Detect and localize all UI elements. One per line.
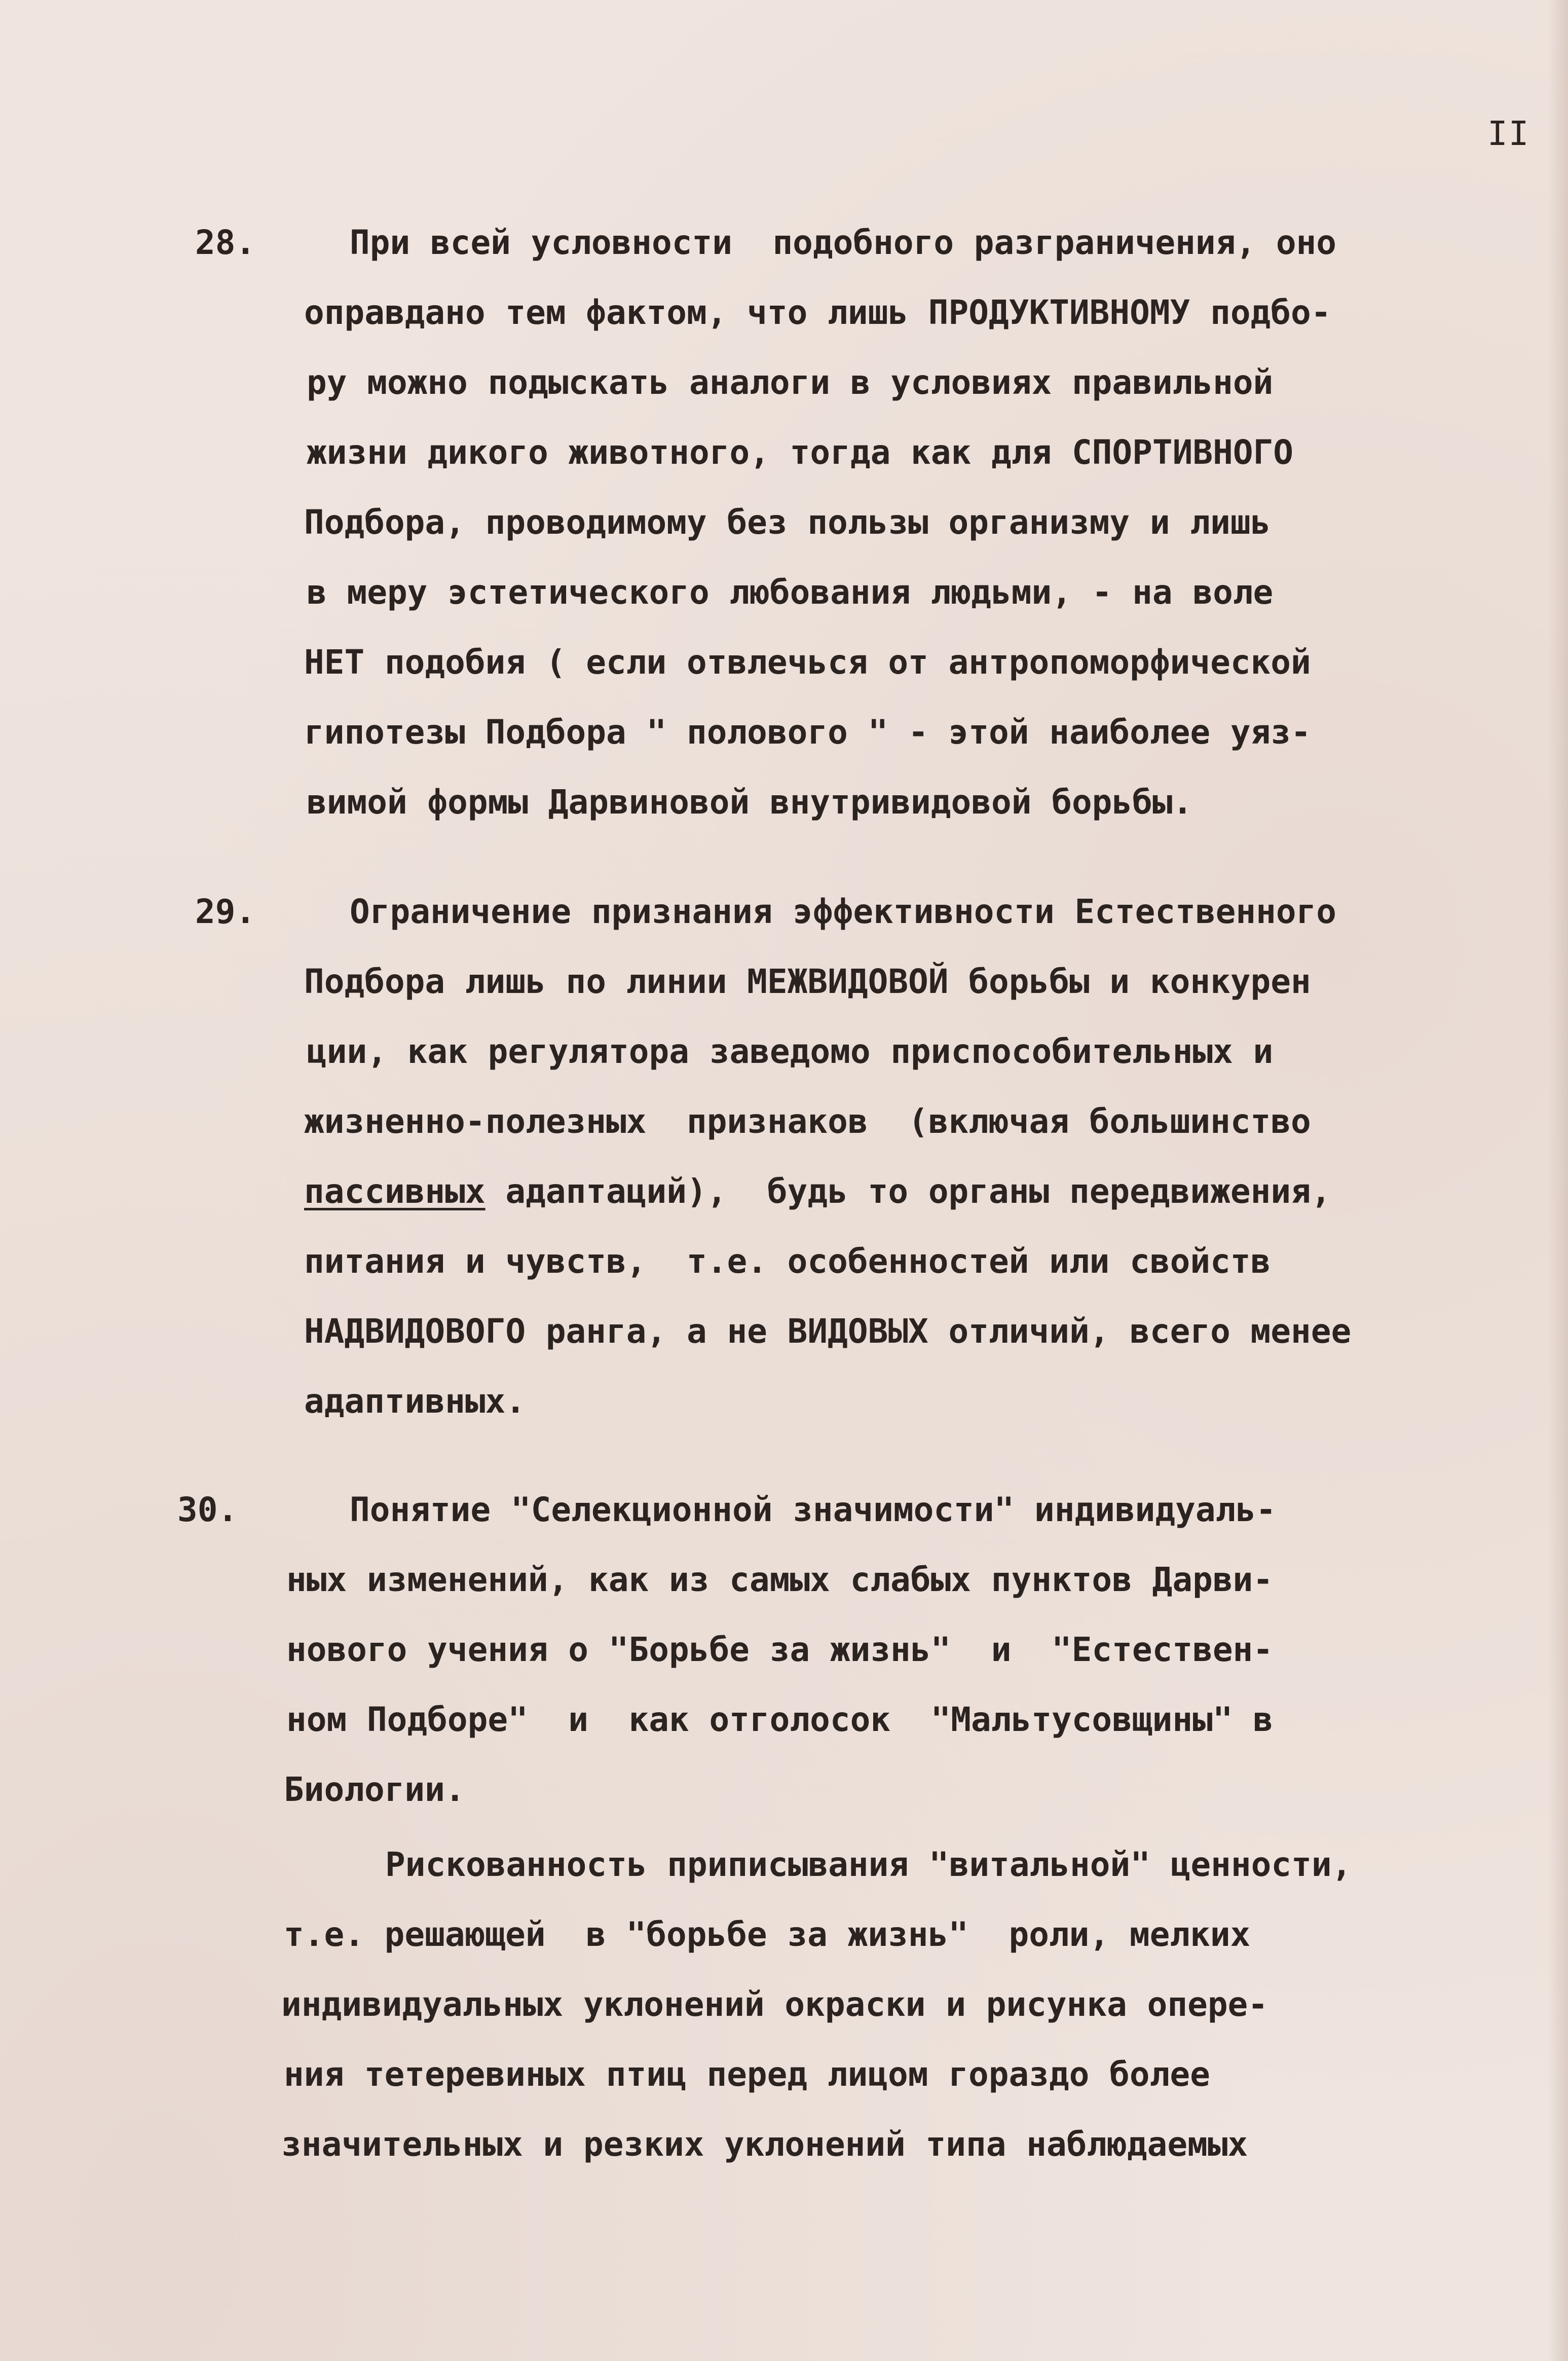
item-30-line-5: Биологии. xyxy=(284,1770,465,1809)
item-30-para2-line-5: значительных и резких уклонений типа наблюдаемых xyxy=(281,2125,1248,2164)
item-29-line-5 xyxy=(304,1172,1331,1211)
item-28-line-3: ру можно подыскать аналоги в условиях правильной xyxy=(307,363,1274,402)
item-29-line-6: питания и чувств, т.е. особенностей или свойств xyxy=(304,1242,1271,1281)
item-30-line-4: ном Подборе" и как отголосок "Мальтусовщины" в xyxy=(286,1700,1274,1739)
item-29-line-4: жизненно-полезных признаков (включая большинство xyxy=(304,1102,1311,1141)
item-30-para2-line-1: Рискованность приписывания "витальной" ценности, xyxy=(385,1845,1352,1884)
item-28-line-9: вимой формы Дарвиновой внутривидовой борьбы. xyxy=(307,783,1193,822)
item-29-line-3: ции, как регулятора заведомо приспособительных и xyxy=(307,1032,1274,1071)
item-30-line-3: нового учения о "Борьбе за жизнь" и "Естествен- xyxy=(286,1630,1274,1669)
item-28-line-6: в меру эстетического любования людьми, - на воле xyxy=(307,573,1274,612)
item-29-line-2: Подбора лишь по линии МЕЖВИДОВОЙ борьбы и конкурен xyxy=(304,962,1311,1001)
item-number-30: 30. xyxy=(177,1490,238,1529)
item-number-28: 28. xyxy=(195,223,256,262)
item-30-para2-line-4: ния тетеревиных птиц перед лицом гораздо более xyxy=(284,2055,1210,2094)
item-28-line-4: жизни дикого животного, тогда как для СПОРТИВНОГО xyxy=(307,433,1294,472)
item-29-line-5-rest: адаптаций), будь то органы передвижения, xyxy=(505,1172,1331,1211)
item-28-line-7: НЕТ подобия ( если отвлечься от антропоморфической xyxy=(304,643,1311,682)
item-number-29: 29. xyxy=(195,892,256,931)
item-28-line-8: гипотезы Подбора " полового " - этой наиболее уяз- xyxy=(304,713,1311,752)
item-30-para2-line-2: т.е. решающей в "борьбе за жизнь" роли, мелких xyxy=(284,1915,1251,1954)
item-30-line-1: Понятие "Селекционной значимости" индивидуаль- xyxy=(350,1490,1276,1529)
item-30-line-2: ных изменений, как из самых слабых пунктов Дарви- xyxy=(286,1560,1274,1599)
paper-edge xyxy=(1548,0,1568,2361)
item-29-line-8: адаптивных. xyxy=(304,1382,526,1421)
item-28-line-1: При всей условности подобного разграничения, оно xyxy=(350,223,1337,262)
item-28-line-2: оправдано тем фактом, что лишь ПРОДУКТИВНОМУ подбо- xyxy=(304,293,1331,332)
item-30-para2-line-3: индивидуальных уклонений окраски и рисунка опере- xyxy=(281,1985,1268,2024)
underlined-word: пассивных xyxy=(304,1172,486,1211)
item-29-line-1: Ограничение признания эффективности Естественного xyxy=(350,892,1337,931)
page-number: II xyxy=(1487,114,1530,153)
item-29-line-7: НАДВИДОВОГО ранга, а не ВИДОВЫХ отличий, всего менее xyxy=(304,1312,1352,1351)
item-28-line-5: Подбора, проводимому без пользы организму и лишь xyxy=(304,503,1271,542)
